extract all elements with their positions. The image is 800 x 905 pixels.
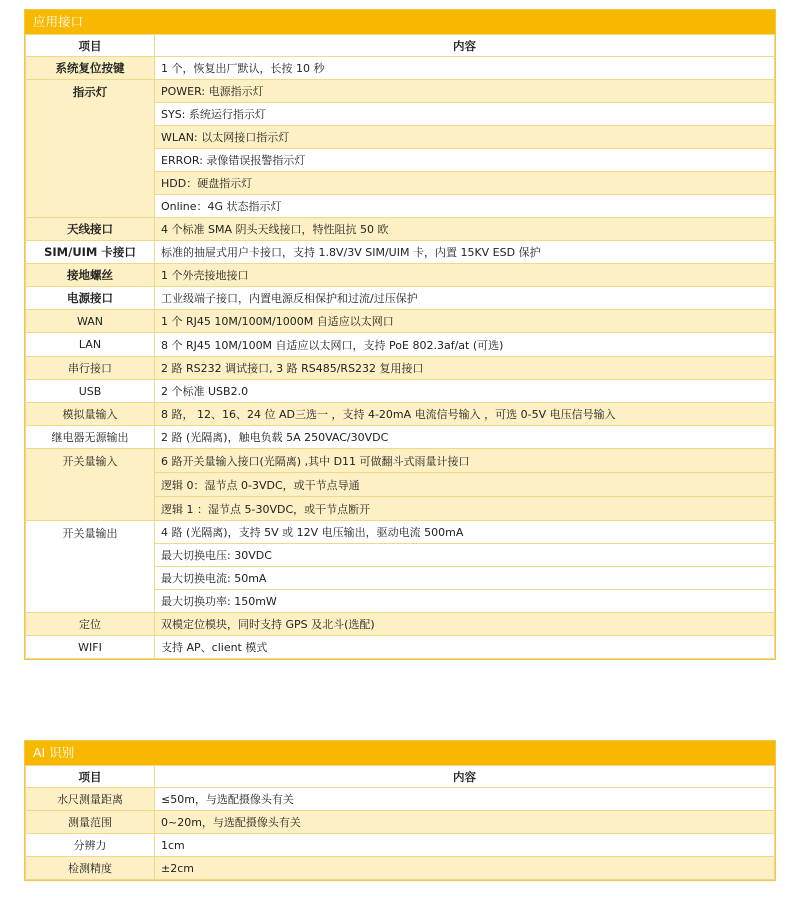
table-header xyxy=(26,766,775,788)
table-row xyxy=(26,403,775,426)
row-value: 2 路 (光隔离)，触电负载 5A 250VAC/30VDC xyxy=(155,426,775,449)
row-label: 开关量输入 xyxy=(26,449,155,521)
table-row xyxy=(26,380,775,403)
table-row xyxy=(26,788,775,811)
table-row xyxy=(26,310,775,333)
row-value: 双模定位模块，同时支持 GPS 及北斗(选配) xyxy=(155,613,775,636)
row-value: 0~20m，与选配摄像头有关 xyxy=(155,811,775,834)
header-content: 内容 xyxy=(155,766,775,788)
table-row xyxy=(26,333,775,357)
row-label: 模拟量输入 xyxy=(26,403,155,426)
row-value: 最大切换电流: 50mA xyxy=(155,567,775,590)
row-label: LAN xyxy=(26,333,155,357)
table-row xyxy=(26,287,775,310)
app-interface-section xyxy=(24,9,776,660)
table-row xyxy=(26,521,775,544)
section-title: 应用接口 xyxy=(25,10,775,34)
row-value: 8 路， 12、16、24 位 AD三选一 ，支持 4-20mA 电流信号输入 ，可选 0-5V 电压信号输入 xyxy=(155,403,775,426)
table-row xyxy=(26,426,775,449)
row-value: 最大切换功率: 150mW xyxy=(155,590,775,613)
row-label: SIM/UIM 卡接口 xyxy=(26,241,155,264)
row-value: 1 个外壳接地接口 xyxy=(155,264,775,287)
row-label: 水尺测量距离 xyxy=(26,788,155,811)
row-label: 串行接口 xyxy=(26,357,155,380)
table-row xyxy=(26,264,775,287)
row-label: 指示灯 xyxy=(26,80,155,218)
row-label: 开关量输出 xyxy=(26,521,155,613)
row-value: 4 个标准 SMA 阴头天线接口，特性阻抗 50 欧 xyxy=(155,218,775,241)
row-label: 测量范围 xyxy=(26,811,155,834)
row-value: 最大切换电压: 30VDC xyxy=(155,544,775,567)
row-value: ≤50m，与选配摄像头有关 xyxy=(155,788,775,811)
table-row xyxy=(26,218,775,241)
row-value: SYS: 系统运行指示灯 xyxy=(155,103,775,126)
row-value: WLAN: 以太网接口指示灯 xyxy=(155,126,775,149)
table-row xyxy=(26,241,775,264)
row-value: 2 个标准 USB2.0 xyxy=(155,380,775,403)
row-label: 接地螺丝 xyxy=(26,264,155,287)
row-value: 1 个，恢复出厂默认，长按 10 秒 xyxy=(155,57,775,80)
row-label: 继电器无源输出 xyxy=(26,426,155,449)
row-value: 工业级端子接口，内置电源反相保护和过流/过压保护 xyxy=(155,287,775,310)
row-value: 支持 AP、client 模式 xyxy=(155,636,775,659)
table-row xyxy=(26,857,775,880)
table-row xyxy=(26,449,775,473)
row-value: POWER: 电源指示灯 xyxy=(155,80,775,103)
row-label: 系统复位按键 xyxy=(26,57,155,80)
table-row xyxy=(26,636,775,659)
row-label: WIFI xyxy=(26,636,155,659)
row-label: WAN xyxy=(26,310,155,333)
row-label: USB xyxy=(26,380,155,403)
row-value: 6 路开关量输入接口(光隔离) ,其中 D11 可做翻斗式雨量计接口 xyxy=(155,449,775,473)
section-title: AI 识别 xyxy=(25,741,775,765)
header-item: 项目 xyxy=(26,35,155,57)
row-label: 定位 xyxy=(26,613,155,636)
row-value: HDD：硬盘指示灯 xyxy=(155,172,775,195)
ai-recognition-section xyxy=(24,740,776,881)
table-row xyxy=(26,57,775,80)
table-row xyxy=(26,811,775,834)
table-header xyxy=(26,35,775,57)
row-value: 逻辑 0：湿节点 0-3VDC，或干节点导通 xyxy=(155,473,775,497)
table-row xyxy=(26,357,775,380)
row-value: 1cm xyxy=(155,834,775,857)
row-value: 逻辑 1 ：湿节点 5-30VDC，或干节点断开 xyxy=(155,497,775,521)
row-label: 天线接口 xyxy=(26,218,155,241)
header-content: 内容 xyxy=(155,35,775,57)
row-value: Online：4G 状态指示灯 xyxy=(155,195,775,218)
ai-recognition-table xyxy=(25,765,775,880)
header-item: 项目 xyxy=(26,766,155,788)
table-row xyxy=(26,613,775,636)
row-value: 2 路 RS232 调试接口, 3 路 RS485/RS232 复用接口 xyxy=(155,357,775,380)
row-value: 4 路 (光隔离)，支持 5V 或 12V 电压输出，驱动电流 500mA xyxy=(155,521,775,544)
row-value: 1 个 RJ45 10M/100M/1000M 自适应以太网口 xyxy=(155,310,775,333)
row-value: ERROR: 录像错误报警指示灯 xyxy=(155,149,775,172)
row-label: 检测精度 xyxy=(26,857,155,880)
row-value: 标准的抽屉式用户卡接口，支持 1.8V/3V SIM/UIM 卡，内置 15KV ESD 保护 xyxy=(155,241,775,264)
table-row xyxy=(26,80,775,103)
app-interface-table xyxy=(25,34,775,659)
row-label: 分辨力 xyxy=(26,834,155,857)
row-label: 电源接口 xyxy=(26,287,155,310)
row-value: ±2cm xyxy=(155,857,775,880)
row-value: 8 个 RJ45 10M/100M 自适应以太网口，支持 PoE 802.3af/at (可选) xyxy=(155,333,775,357)
table-row xyxy=(26,834,775,857)
